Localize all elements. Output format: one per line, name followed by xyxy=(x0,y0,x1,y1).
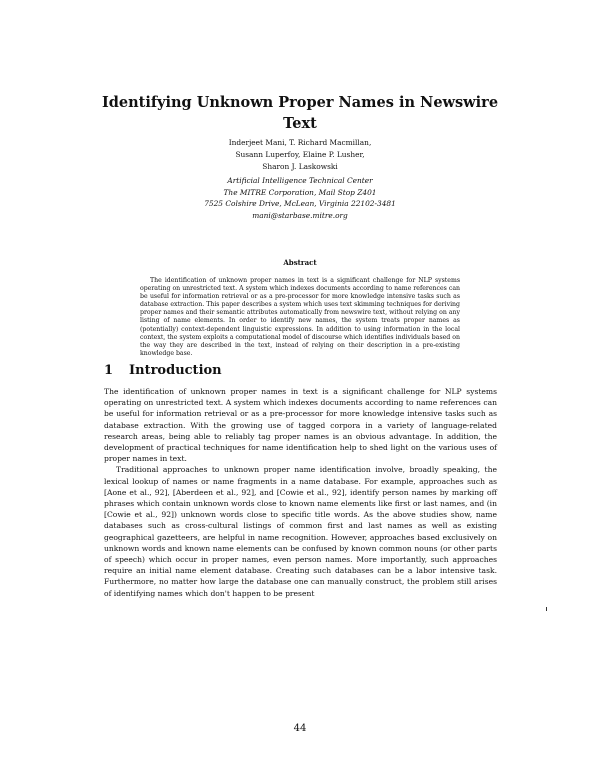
body-text xyxy=(104,386,497,599)
body-paragraph: Traditional approaches to unknown proper name identification involve, broadly speaking, the lexical lookup of names or name fragments in a name database. For example, approaches such as [Aone et al., 92], [Aberdeen et al., 92], and [Cowie et al., 92], identify person names by marking off phrases which contain unknown words close to known name elements like first or last names, and (in [Cowie et al., 92]) unknown words close to specific title words. As the above studies show, name databases such as cross-cultural listings of common first and last names as well as existing geographical gazetteers, are helpful in name recognition. However, approaches based exclusively on unknown words and known name elements can be confused by known common nouns (or other parts of speech) which occur in proper names, even person names. More importantly, such approaches require an initial name element database. Creating such databases can be a labor intensive task. Furthermore, no matter how large the database one can manually construct, the problem still arises of identifying names which don't happen to be present xyxy=(104,465,497,598)
author-line: Inderjeet Mani, T. Richard Macmillan, xyxy=(228,138,372,147)
author-list xyxy=(140,137,460,173)
author-line: Susann Luperfoy, Elaine P. Lusher, xyxy=(235,150,365,159)
affiliation-block xyxy=(100,175,500,221)
page-number: 44 xyxy=(293,723,307,734)
affiliation-email: mani@starbase.mitre.org xyxy=(252,210,348,220)
body-paragraph: The identification of unknown proper names in text is a significant challenge for NLP systems operating on unrestricted text. A system which indexes documents according to name references can be useful for information retrieval or as a pre-processor for more knowledge intensive tasks such as database extraction. With the growing use of tagged corpora in a variety of language-related research areas, being able to reliably tag proper names is an obvious advantage. In addition, the development of practical techniques for name identification help to shed light on the various uses of proper names in text. xyxy=(104,387,497,464)
section-heading xyxy=(104,363,222,378)
affiliation-org: The MITRE Corporation, Mail Stop Z401 xyxy=(223,187,377,197)
affiliation-center: Artificial Intelligence Technical Center xyxy=(227,176,373,185)
abstract-paragraph: The identification of unknown proper names in text is a significant challenge for NLP systems operating on unrestricted text. A system which indexes documents according to name references can be useful for information retrieval or as a pre-processor for more knowledge intensive tasks such as database extraction. This paper describes a system which uses text skimming techniques for deriving proper names and their semantic attributes automatically from newswire text, without relying on any listing of name elements. In order to identify new names, the system treats proper names as (potentially) context-dependent linguistic expressions. In addition to using information in the local context, the system exploits a computational model of discourse which identifies individuals based on the way they are described in the text, instead of relying on their description in a pre-existing knowledge base. xyxy=(140,277,460,357)
author-line: Sharon J. Laskowski xyxy=(262,162,338,171)
abstract-heading: Abstract xyxy=(283,258,317,267)
abstract-text xyxy=(140,277,460,358)
margin-mark xyxy=(546,607,547,611)
affiliation-address: 7525 Colshire Drive, McLean, Virginia 22102-3481 xyxy=(204,199,396,208)
section-number: 1 xyxy=(104,363,114,378)
section-title: Introduction xyxy=(129,363,222,378)
paper-title: Identifying Unknown Proper Names in Newswire Text xyxy=(101,94,499,132)
